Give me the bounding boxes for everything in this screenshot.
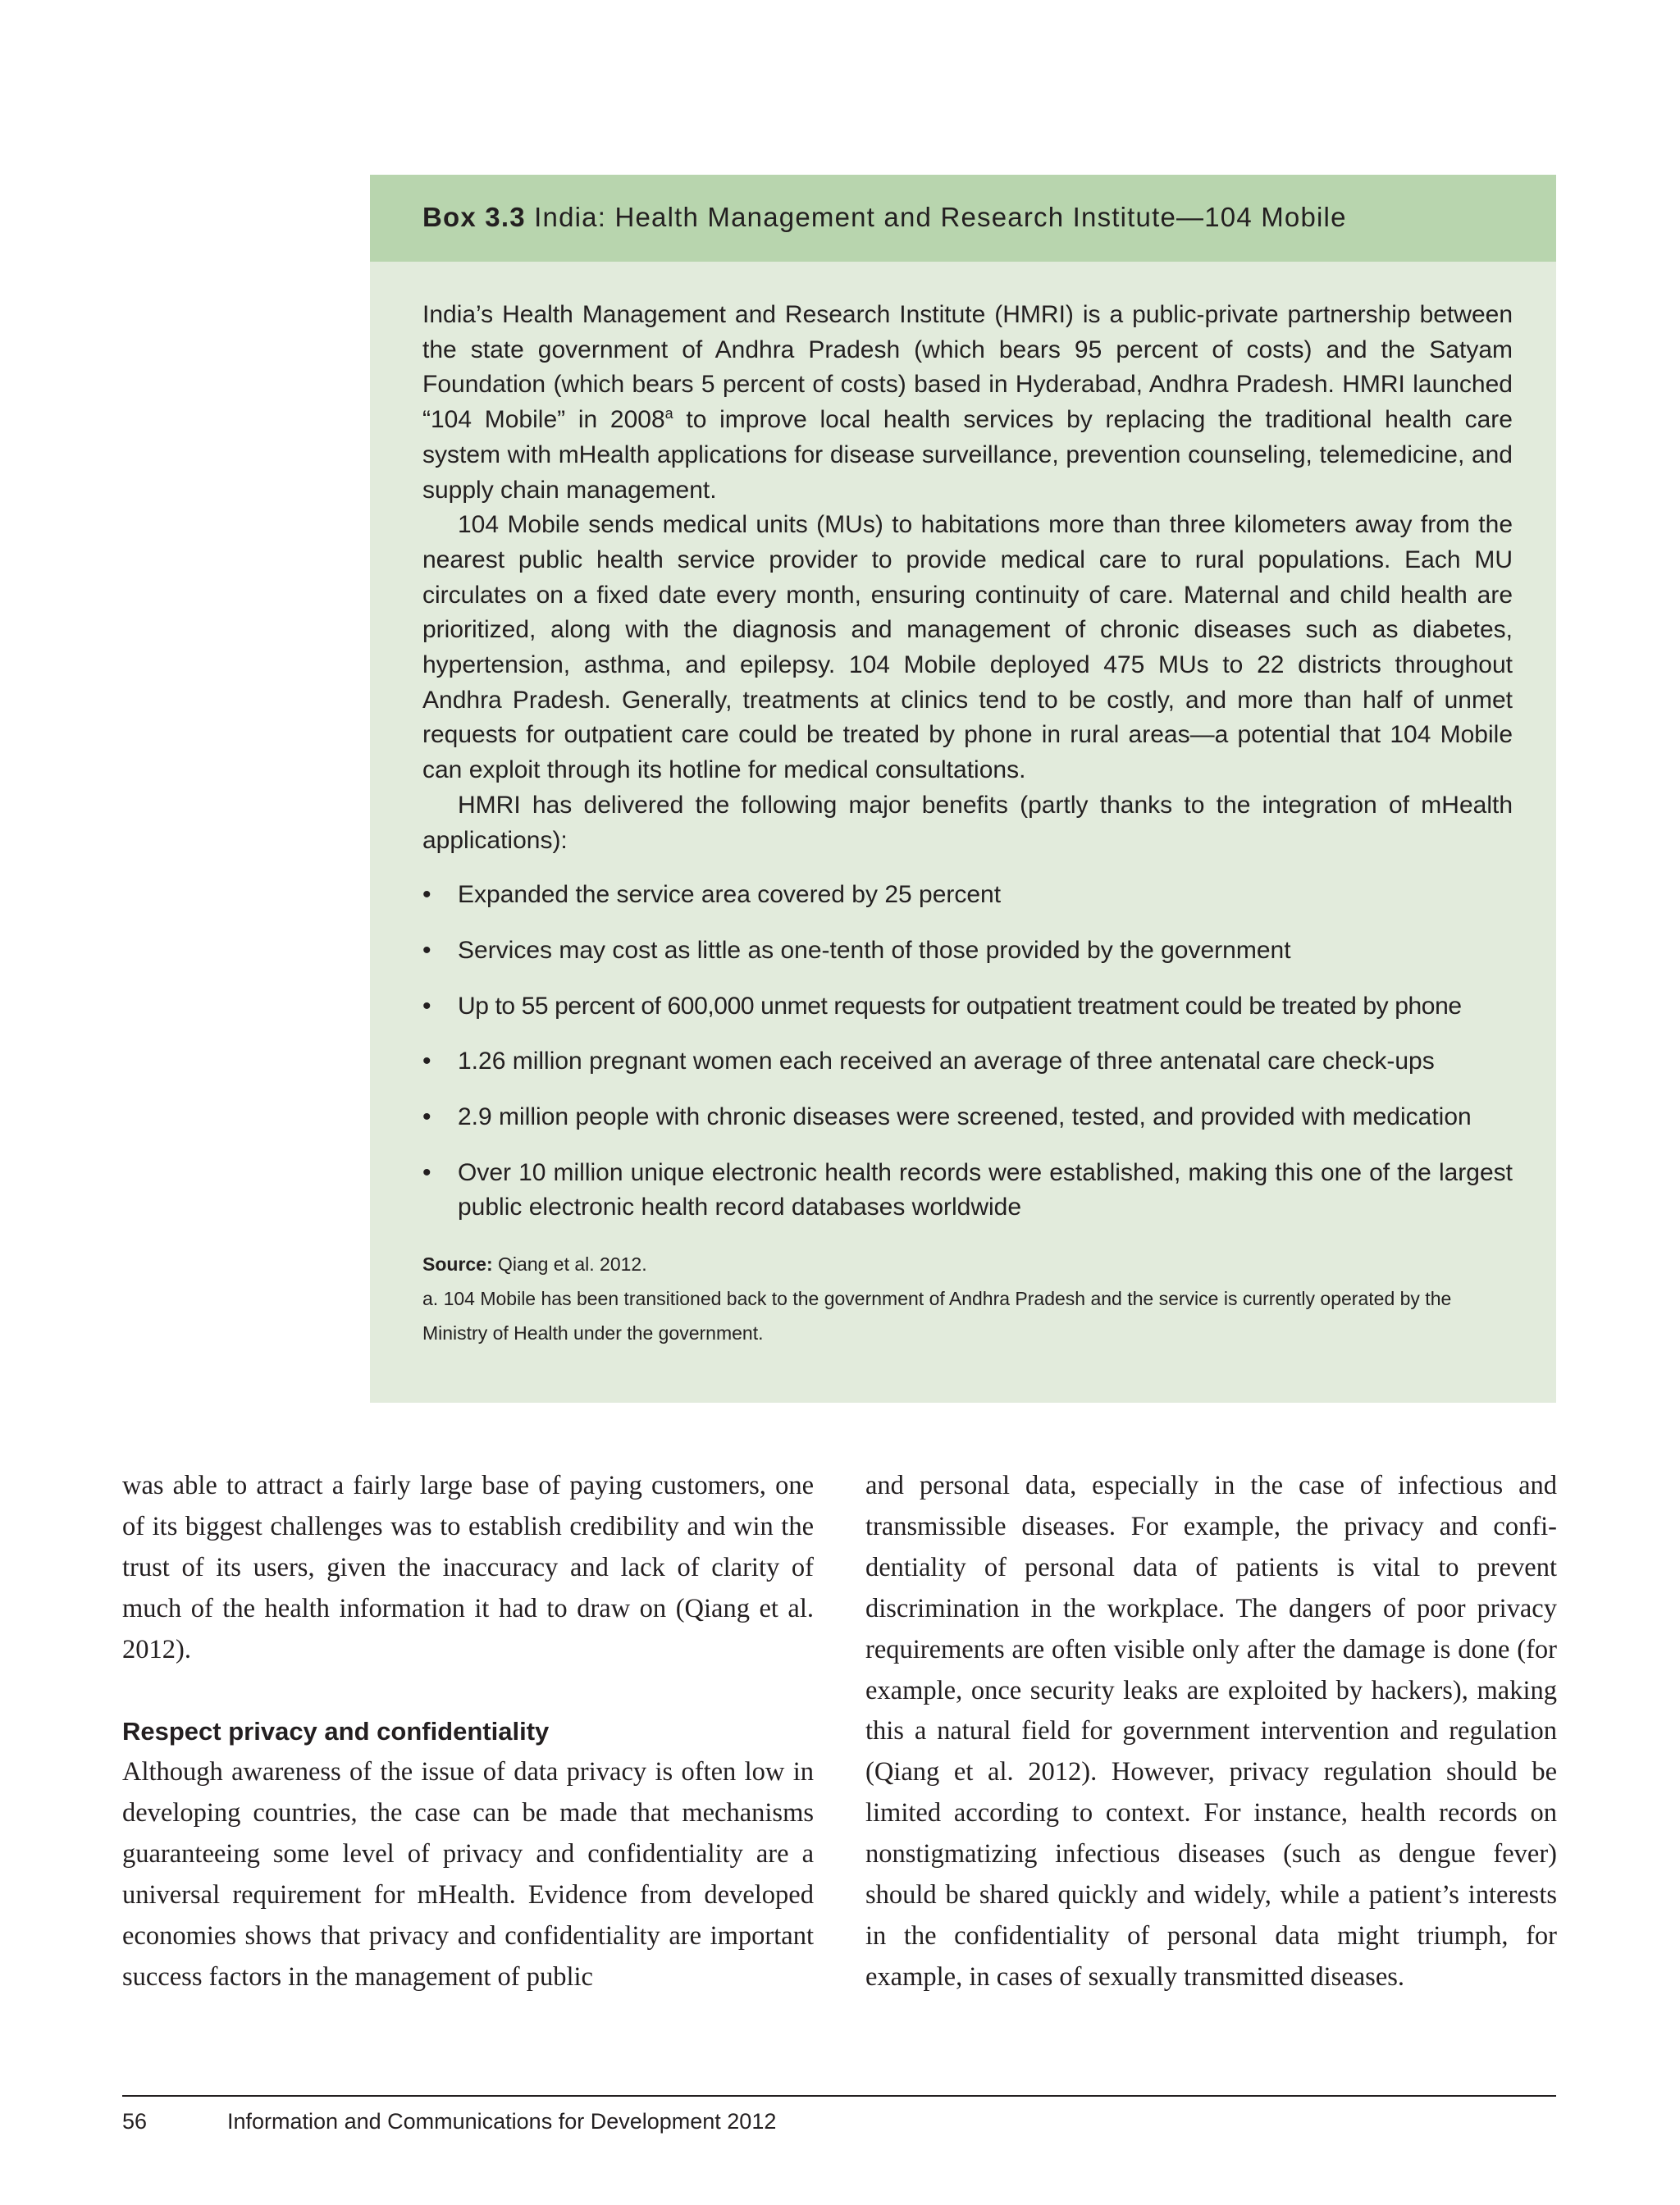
footnote-marker: a xyxy=(664,405,673,422)
box-header xyxy=(370,175,1556,262)
box-paragraph-3: HMRI has delivered the following major benefits (partly thanks to the integration of mHealth applications): xyxy=(422,791,1513,854)
box-footnote: a. 104 Mobile has been transitioned back to the government of Andhra Pradesh and the service is currently operated by the Ministry of Health under the government. xyxy=(422,1288,1452,1344)
running-title: Information and Communications for Development 2012 xyxy=(227,2109,777,2134)
bullet-icon: • xyxy=(422,1158,431,1186)
right-paragraph-1: and personal data, especially in the case of infectious and transmissible diseases. For example, the privacy and confidentiality of personal data of patients is vital to prevent discrimination in the workplace. The dangers of poor privacy requirements are often visible only after the damage is done (for example, once security leaks are exploited by hackers), making this a natural field for government intervention and regulation (Qiang et al. 2012). However, privacy regulation should be limited according to context. For instance, health records on nonstigmatizing infectious diseases (such as dengue fever) should be shared quickly and widely, while a patient’s interests in the confidentiality of personal data might triumph, for example, in cases of sexually transmitted diseases. xyxy=(865,1471,1557,1992)
box-body xyxy=(422,298,1513,1350)
bullet-icon: • xyxy=(422,992,431,1020)
box-title-text: India: Health Management and Research Institute—104 Mobile xyxy=(534,202,1347,232)
left-paragraph-2: Although awareness of the issue of data privacy is often low in developing countries, the case can be made that mechanisms guaranteeing some level of privacy and confidentiality are a universal requirement for mHealth. Evidence from developed economies shows that privacy and confidentiality are important success factors in the management of public xyxy=(122,1757,814,1992)
list-item xyxy=(422,1044,1513,1080)
list-item-text: Services may cost as little as one-tenth of those provided by the government xyxy=(458,936,1291,964)
list-item-text: 1.26 million pregnant women each received an average of three antenatal care check-ups xyxy=(458,1048,1435,1075)
box-paragraph-1-part-a: India’s Health Management and Research Institute (HMRI) is a public-private partnership between the state government of Andhra Pradesh (which bears 95 percent of costs) and the Satyam Foundation (which bears 5 percent of costs) based in Hyderabad, Andhra Pradesh. HMRI launched “104 Mobile” in 2008 xyxy=(422,301,1513,434)
list-item xyxy=(422,989,1513,1025)
source-text: Qiang et al. 2012. xyxy=(492,1253,647,1276)
box-title xyxy=(422,202,1347,233)
list-item xyxy=(422,1100,1513,1135)
left-paragraph-1: was able to attract a fairly large base of paying customers, one of its biggest challenges was to establish credibility and win the trust of its users, given the inaccuracy and lack of clarity of much of the health information it had to draw on (Qiang et al. 2012). xyxy=(122,1471,814,1664)
list-item xyxy=(422,934,1513,969)
bullet-icon: • xyxy=(422,881,431,909)
case-study-box xyxy=(370,175,1556,1403)
bullet-icon: • xyxy=(422,1103,431,1131)
benefits-list xyxy=(422,878,1513,1226)
right-column xyxy=(865,1466,1557,1998)
box-paragraph-2: 104 Mobile sends medical units (MUs) to habitations more than three kilometers away from the nearest public health service provider to provide medical care to rural populations. Each MU circulates on a fixed date every month, ensuring continuity of care. Maternal and child health are prioritized, along with the diagnosis and management of chronic diseases such as diabetes, hypertension, asthma, and epilepsy. 104 Mobile deployed 475 MUs to 22 districts throughout Andhra Pradesh. Generally, treatments at clinics tend to be costly, and more than half of unmet requests for outpatient care could be treated by phone in rural areas—a potential that 104 Mobile can exploit through its hotline for medical consultations. xyxy=(422,511,1513,784)
list-item xyxy=(422,878,1513,913)
list-item xyxy=(422,1156,1513,1226)
footer-divider xyxy=(122,2095,1556,2097)
box-label: Box 3.3 xyxy=(422,202,526,232)
box-paragraph-1 xyxy=(422,298,1513,508)
list-item-text: Expanded the service area covered by 25 percent xyxy=(458,881,1002,909)
page-number: 56 xyxy=(122,2109,148,2134)
bullet-icon: • xyxy=(422,936,431,964)
source-citation xyxy=(422,1247,1513,1281)
box-paragraph-1-part-b: to improve local health services by replacing the traditional health care system with mHealth applications for disease surveillance, prevention counseling, telemedicine, and supply chain management. xyxy=(422,406,1513,504)
list-item-text: Up to 55 percent of 600,000 unmet requests for outpatient treatment could be treated by phone xyxy=(458,992,1462,1020)
section-heading: Respect privacy and confidentiality xyxy=(122,1717,550,1746)
bullet-icon: • xyxy=(422,1048,431,1075)
list-item-text: Over 10 million unique electronic health records were established, making this one of the largest public electronic health record databases worldwide xyxy=(458,1158,1513,1221)
source-label: Source: xyxy=(422,1253,493,1276)
left-column xyxy=(122,1466,814,1998)
list-item-text: 2.9 million people with chronic diseases were screened, tested, and provided with medication xyxy=(458,1103,1472,1131)
